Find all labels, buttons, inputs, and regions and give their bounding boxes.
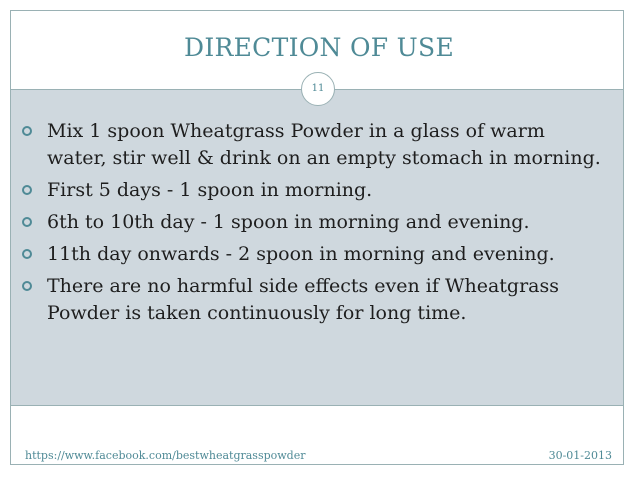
bullet-icon: [22, 217, 32, 227]
bullet-icon: [22, 249, 32, 259]
bottom-divider: [11, 405, 623, 406]
bullet-text: 11th day onwards - 2 spoon in morning and evening.: [47, 243, 555, 265]
bullet-item: [20, 241, 605, 268]
footer-date: 30-01-2013: [548, 449, 612, 462]
bullet-list: [20, 118, 605, 332]
page-number-badge: 11: [301, 72, 335, 106]
bullet-icon: [22, 126, 32, 136]
bullet-icon: [22, 185, 32, 195]
bullet-text: 6th to 10th day - 1 spoon in morning and evening.: [47, 211, 530, 233]
bullet-text: There are no harmful side effects even if Wheatgrass Powder is taken continuously for long time.: [47, 275, 559, 324]
bullet-icon: [22, 281, 32, 291]
bullet-text: First 5 days - 1 spoon in morning.: [47, 179, 373, 201]
bullet-item: [20, 209, 605, 236]
footer-url: https://www.facebook.com/bestwheatgrasspowder: [25, 449, 306, 462]
bullet-item: [20, 118, 605, 172]
bullet-item: [20, 177, 605, 204]
bullet-item: [20, 273, 605, 327]
slide-title: DIRECTION OF USE: [183, 33, 455, 62]
bullet-text: Mix 1 spoon Wheatgrass Powder in a glass of warm water, stir well & drink on an empty stomach in morning.: [47, 120, 601, 169]
